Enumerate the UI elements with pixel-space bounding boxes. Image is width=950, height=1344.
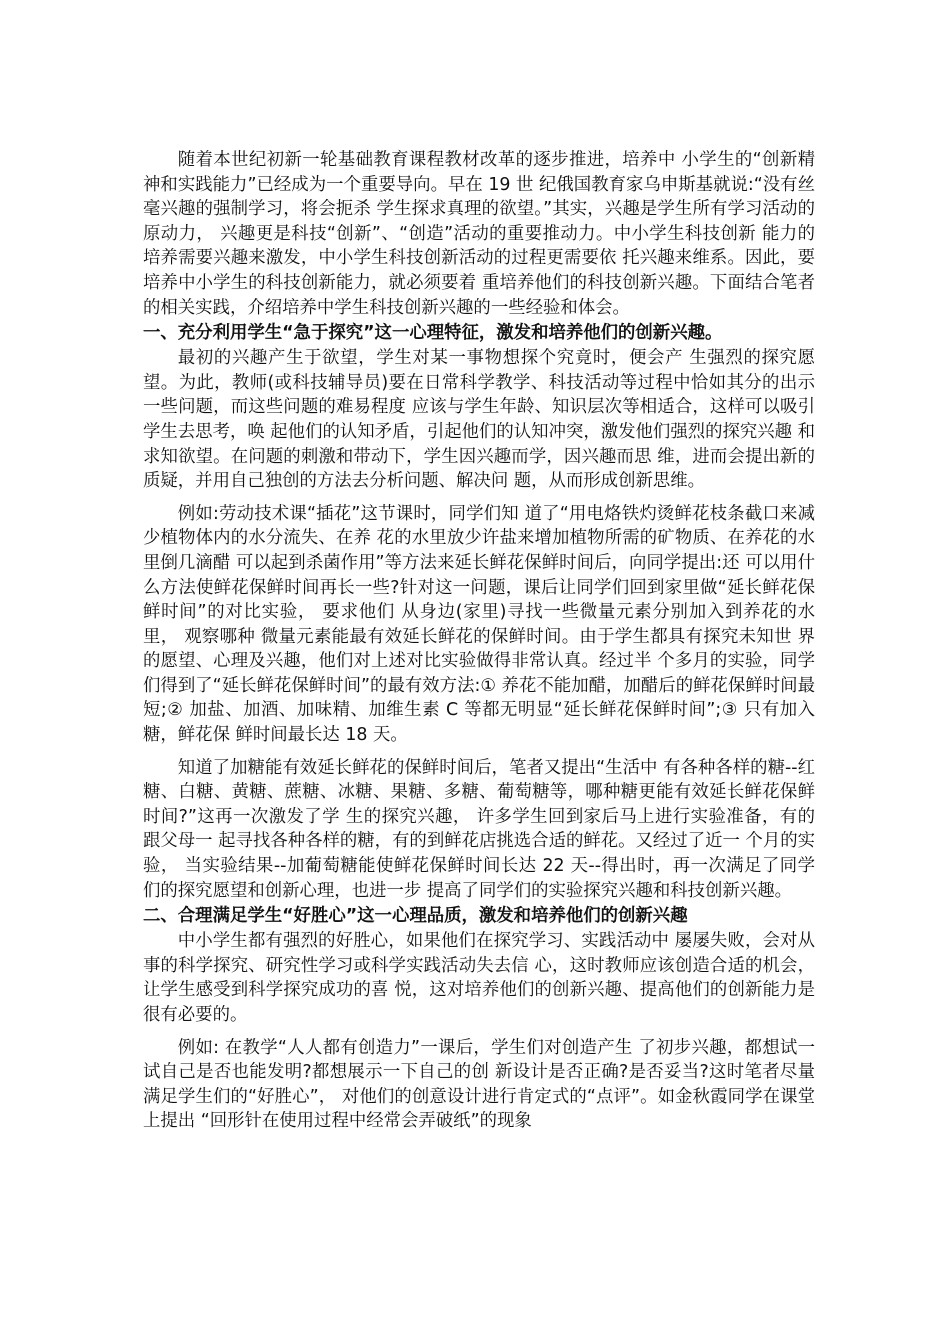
section-2-heading: 二、合理满足学生“好胜心”这一心理品质，激发和培养他们的创新兴趣 xyxy=(143,906,688,927)
section-1-paragraph-3: 知道了加糖能有效延长鲜花的保鲜时间后，笔者又提出“生活中 有各种各样的糖--红糖、白糖、黄糖、蔗糖、冰糖、果糖、多糖、葡萄糖等，哪种糖更能有效延长鲜花保鲜时间?”这再一次激发了学 生的探究兴趣， 许多学生回到家后马上进行实验准备，有的跟父母一 起寻找各种各样的糖，有的到鲜花店挑选合适的鲜花。又经过了近一 个月的实验， 当实验结果--加葡萄糖能使鲜花保鲜时间长达 22 天--得出时，再一次满足了同学们的探究愿望和创新心理，也进一步 提高了同学们的实验探究兴趣和科技创新兴趣。 xyxy=(143,757,815,901)
section-2-paragraph-1: 中小学生都有强烈的好胜心，如果他们在探究学习、实践活动中 屡屡失败，会对从事的科学探究、研究性学习或科学实践活动失去信 心，这时教师应该创造合适的机会，让学生感受到科学探究成功的喜 悦，这对培养他们的创新兴趣、提高他们的创新能力是很有必要的。 xyxy=(143,931,815,1025)
section-2-paragraph-2: 例如: 在教学“人人都有创造力”一课后，学生们对创造产生 了初步兴趣，都想试一试自己是否也能发明?都想展示一下自己的创 新设计是否正确?是否妥当?这时笔者尽量满足学生们的“好胜心”， 对他们的创意设计进行肯定式的“点评”。如金秋霞同学在课堂上提出 “回形针在使用过程中经常会弄破纸”的现象 xyxy=(143,1037,815,1132)
intro-paragraph: 随着本世纪初新一轮基础教育课程教材改革的逐步推进，培养中 小学生的“创新精神和实践能力”已经成为一个重要导向。早在 19 世 纪俄国教育家乌申斯基就说:“没有丝毫兴趣的强制学习，将会扼杀 学生探求真理的欲望。”其实，兴趣是学生所有学习活动的原动力， 兴趣更是科技“创新”、“创造”活动的重要推动力。中小学生科技创新 能力的培养需要兴趣来激发，中小学生科技创新活动的过程更需要依 托兴趣来维系。因此，要培养中小学生的科技创新能力，就必须要着 重培养他们的科技创新兴趣。下面结合笔者的相关实践，介绍培养中学生科技创新兴趣的一些经验和体会。 xyxy=(143,150,815,318)
section-1-paragraph-1: 最初的兴趣产生于欲望，学生对某一事物想探个究竟时，便会产 生强烈的探究愿望。为此，教师(或科技辅导员)要在日常科学教学、科技活动等过程中恰如其分的出示一些问题，而这些问题的难易程度 应该与学生年龄、知识层次等相适合，这样可以吸引学生去思考，唤 起他们的认知矛盾，引起他们的认知冲突，激发他们强烈的探究兴趣 和求知欲望。在问题的刺激和带动下，学生因兴趣而学，因兴趣而思 维，进而会提出新的质疑，并用自己独创的方法去分析问题、解决问 题，从而形成创新思维。 xyxy=(143,348,815,492)
section-1-heading: 一、充分利用学生“急于探究”这一心理特征，激发和培养他们的创新兴趣。 xyxy=(143,323,723,344)
section-1-paragraph-2: 例如:劳动技术课“插花”这节课时，同学们知 道了“用电烙铁灼烫鲜花枝条截口来减少植物体内的水分流失、在养 花的水里放少许盐来增加植物所需的矿物质、在养花的水里倒几滴醋 可以起到杀菌作用”等方法来延长鲜花保鲜时间后，向同学提出:还 可以用什么方法使鲜花保鲜时间再长一些?针对这一问题，课后让同学们回到家里做“延长鲜花保鲜时间”的对比实验， 要求他们 从身边(家里)寻找一些微量元素分别加入到养花的水里， 观察哪种 微量元素能最有效延长鲜花的保鲜时间。由于学生都具有探究未知世 界的愿望、心理及兴趣，他们对上述对比实验做得非常认真。经过半 个多月的实验，同学们得到了“延长鲜花保鲜时间”的最有效方法:① 养花不能加醋，加醋后的鲜花保鲜时间最短;② 加盐、加酒、加味精、加维生素 C 等都无明显“延长鲜花保鲜时间”;③ 只有加入糖，鲜花保 鲜时间最长达 18 天。 xyxy=(143,503,815,746)
document-page xyxy=(143,148,815,1134)
